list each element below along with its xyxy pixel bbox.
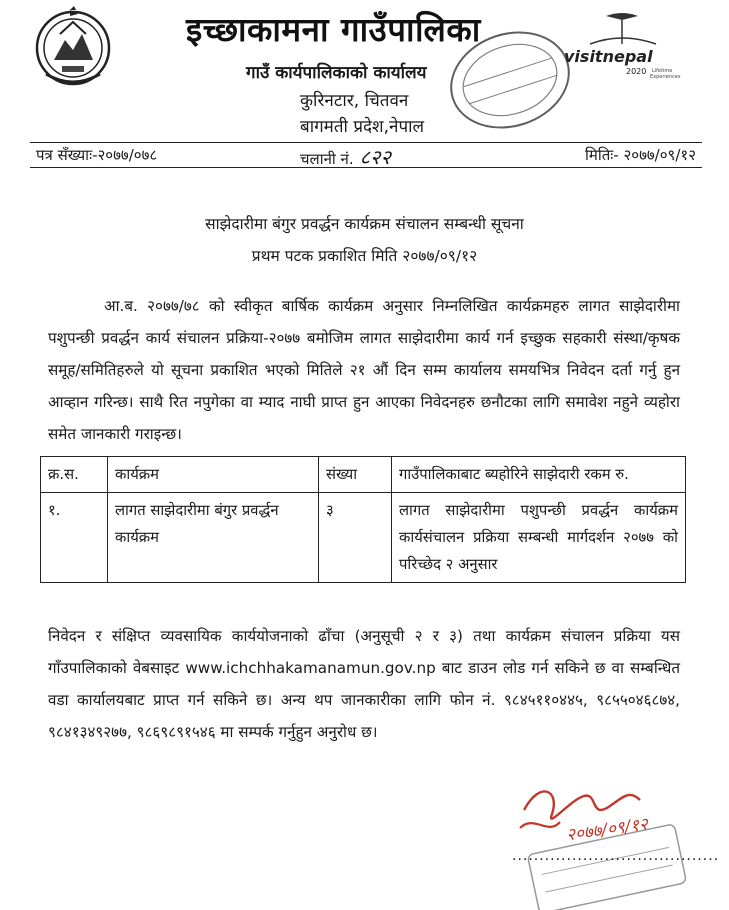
column-header-amount: गाउँपालिकाबाट ब्यहोरिने साझेदारी रकम रु. (392, 457, 686, 493)
dispatch-number-value: ८२२ (359, 145, 391, 169)
notice-paragraph-1: आ.ब. २०७७/७८ को स्वीकृत बार्षिक कार्यक्रम अनुसार निम्नलिखित कार्यक्रमहरु लागत साझेदारीमा पशुपन्छी प्रवर्द्धन कार्य संचालन प्रक्रिया-२०७७ बमोजिम लागत साझेदारीमा कार्य गर्न इच्छुक सहकारी संस्था/कृषक समूह/समितिहरुले यो सूचना प्रकाशित भएको मितिले २१ औं दिन सम्म कार्यालय समयभित्र निवेदन दर्ता गर्नु हुन आव्हान गरिन्छ। साथै रित नपुगेका वा म्याद नाघी प्राप्त हुन आएका निवेदनहरु छनौटका लागि समावेश नहुने व्यहोरा समेत जानकारी गराइन्छ। (48, 297, 680, 443)
visit-nepal-2020-logo (560, 10, 692, 80)
letter-number: पत्र सँख्याः-२०७७/०७८ (36, 146, 158, 164)
cell-program: लागत साझेदारीमा बंगुर प्रवर्द्धन कार्यक्रम (108, 493, 319, 583)
handwritten-date: २०७७/०९/१२ (565, 814, 650, 846)
notice-title: साझेदारीमा बंगुर प्रवर्द्धन कार्यक्रम संचालन सम्बन्धी सूचना (205, 215, 524, 233)
cell-amount: लागत साझेदारीमा पशुपन्छी प्रवर्द्धन कार्यक्रम कार्यसंचालन प्रक्रिया सम्बन्धी मार्गदर्शन २०७७ को परिच्छेद २ अनुसार (392, 493, 686, 583)
office-name: गाउँ कार्यपालिकाको कार्यालय (246, 63, 427, 83)
table-row (41, 493, 686, 583)
column-header-count: संख्या (319, 457, 392, 493)
address-line-1: कुरिनटार, चितवन (300, 91, 409, 111)
svg-text:visitnepal: visitnepal (564, 47, 653, 66)
dispatch-number-label: चलानी नं. (300, 150, 354, 168)
cell-count: ३ (319, 493, 392, 583)
nepal-emblem-logo (32, 4, 114, 94)
organization-title: इच्छाकामना गाउँपालिका (186, 10, 481, 49)
address-line-2: बागमती प्रदेश,नेपाल (300, 117, 425, 137)
table-header-row (41, 457, 686, 493)
signature-line: ...................................... (512, 848, 720, 864)
office-stamp (440, 20, 580, 140)
cell-serial: १. (41, 493, 108, 583)
signature-stamp-area (500, 770, 700, 910)
svg-text:2020: 2020 (626, 67, 647, 76)
svg-text:Experiences: Experiences (650, 74, 681, 80)
letter-date: मितिः- २०७७/०९/१२ (584, 146, 696, 164)
column-header-serial: क्र.स. (41, 457, 108, 493)
notice-subtitle: प्रथम पटक प्रकाशित मिति २०७७/०९/१२ (251, 247, 478, 265)
svg-text:Lifetime: Lifetime (652, 68, 673, 74)
dispatch-number (300, 143, 391, 170)
reference-bar (30, 142, 702, 168)
column-header-program: कार्यक्रम (108, 457, 319, 493)
program-table (40, 456, 686, 583)
notice-paragraph-2: निवेदन र संक्षिप्त व्यवसायिक कार्ययोजनाको ढाँचा (अनुसूची २ र ३) तथा कार्यक्रम संचालन प्रक्रिया यस गाँउपालिकाको वेबसाइट www.ichchhakamanamun.gov.np बाट डाउन लोड गर्न सकिने छ वा सम्बन्धित वडा कार्यालयबाट प्राप्त गर्न सकिने छ। अन्य थप जानकारीका लागि फोन नं. ९८४५११०४४५, ९८५५०४६८७४, ९८४१३४९२७७, ९८६९८९१५४६ मा सम्पर्क गर्नुहुन अनुरोध छ। (48, 627, 680, 741)
